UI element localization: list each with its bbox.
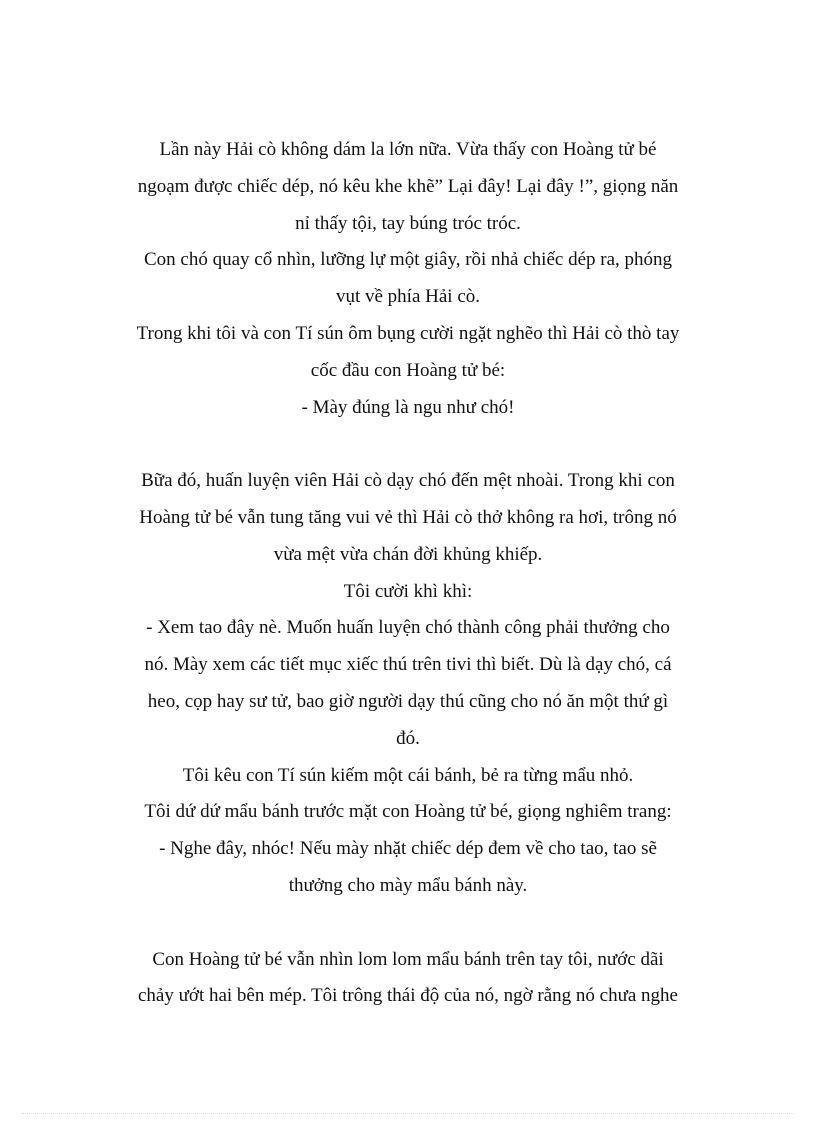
text-line: Lần này Hải cò không dám la lớn nữa. Vừa thấy con Hoàng tử bé	[159, 139, 657, 160]
text-line: Con Hoàng tử bé vẫn nhìn lom lom mẩu bánh trên tay tôi, nước dãi	[152, 948, 664, 970]
text-line: Con chó quay cổ nhìn, lưỡng lự một giây, rồi nhả chiếc dép ra, phóng	[143, 249, 673, 271]
text-line: đó.	[396, 727, 420, 749]
text-line: - Nghe đây, nhóc! Nếu mày nhặt chiếc dép đem về cho tao, tao sẽ	[159, 838, 657, 860]
text-line: - Mày đúng là ngu như chó!	[301, 396, 515, 418]
text-line: Hoàng tử bé vẫn tung tăng vui vẻ thì Hải cò thở không ra hơi, trông nó	[139, 506, 677, 528]
text-line: - Xem tao đây nè. Muốn huấn luyện chó thành công phải thưởng cho	[146, 617, 670, 639]
text-line: cốc đầu con Hoàng tử bé:	[310, 359, 506, 381]
body-text	[108, 132, 708, 1015]
text-line: Tôi kêu con Tí sún kiếm một cái bánh, bẻ ra từng mẩu nhỏ.	[182, 764, 634, 786]
blank-line	[108, 905, 708, 942]
text-line: vừa mệt vừa chán đời khủng khiếp.	[273, 543, 543, 565]
text-line: nỉ thấy tội, tay búng tróc tróc.	[295, 212, 521, 234]
text-line: Tôi cười khì khì:	[343, 580, 473, 602]
text-line: nó. Mày xem các tiết mục xiếc thú trên tivi thì biết. Dù là dạy chó, cá	[144, 654, 672, 676]
text-line: ngoạm được chiếc dép, nó kêu khe khẽ” Lại đây! Lại đây !”, giọng năn	[137, 175, 679, 197]
page-bottom-divider	[22, 1113, 794, 1114]
blank-line	[108, 426, 708, 463]
text-line: chảy ướt hai bên mép. Tôi trông thái độ của nó, ngờ rằng nó chưa nghe	[137, 985, 678, 1007]
text-line: thưởng cho mày mẩu bánh này.	[288, 874, 528, 896]
text-line: vụt về phía Hải cò.	[335, 286, 481, 308]
text-line: Bữa đó, huấn luyện viên Hải cò dạy chó đến mệt nhoài. Trong khi con	[141, 470, 675, 492]
text-line: heo, cọp hay sư tử, bao giờ người dạy thú cũng cho nó ăn một thứ gì	[147, 690, 669, 712]
text-line: Trong khi tôi và con Tí sún ôm bụng cười ngặt nghẽo thì Hải cò thò tay	[136, 322, 680, 344]
text-line: Tôi dứ dứ mẩu bánh trước mặt con Hoàng tử bé, giọng nghiêm trang:	[144, 801, 672, 823]
